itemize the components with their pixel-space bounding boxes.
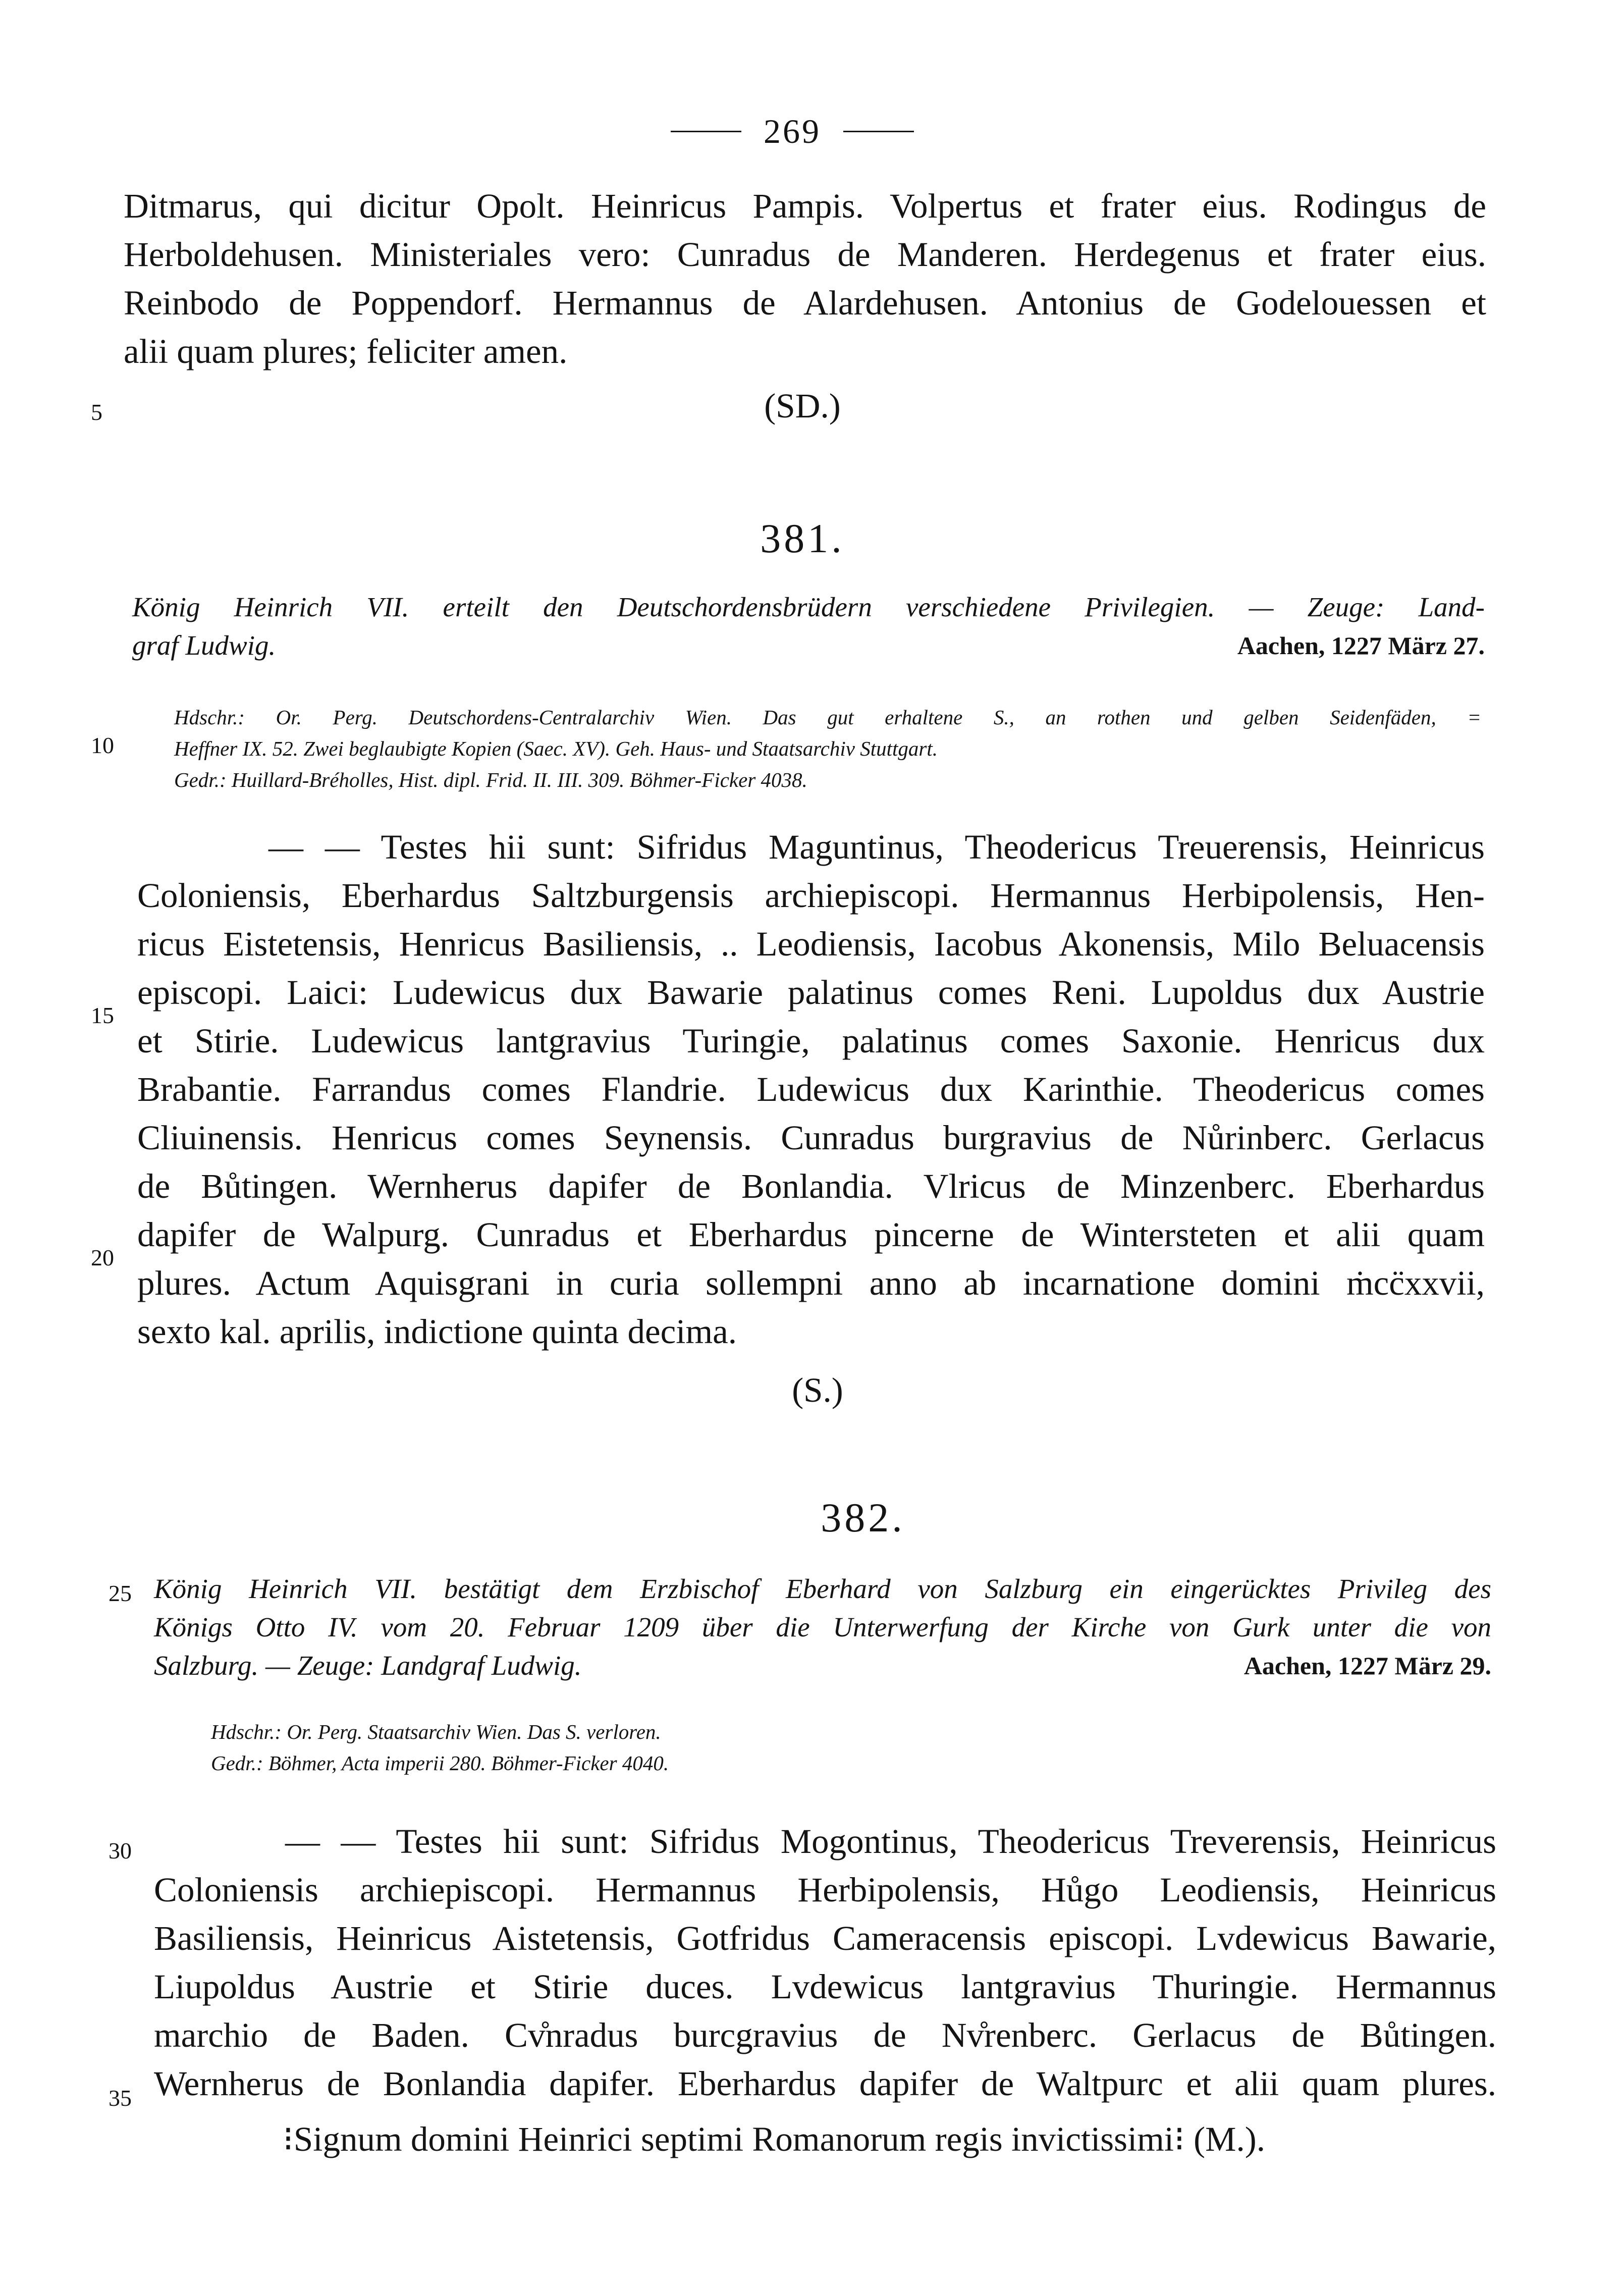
text-line: ricus Eistetensis, Henricus Basiliensis, .. Leodiensis, Iacobus Akonensis, Milo Beluacensis — [137, 925, 1485, 963]
signum-line — [283, 2115, 1443, 2163]
document-text — [137, 823, 1485, 1356]
note-line: Gedr.: Huillard-Bréholles, Hist. dipl. Frid. II. III. 309. Böhmer-Ficker 4038. — [174, 768, 807, 791]
regest-line — [154, 1646, 1491, 1685]
text-line: Reinbodo de Poppendorf. Hermannus de Alardehusen. Antonius de Godelouessen et — [124, 284, 1486, 322]
document-number: 381. — [760, 515, 845, 561]
line-number: 20 — [91, 1245, 114, 1270]
place-date: Aachen, 1227 März 29. — [1243, 1652, 1491, 1680]
text-line: et Stirie. Ludewicus lantgravius Turingie, palatinus comes Saxonie. Henricus dux — [137, 1022, 1485, 1060]
text-line: Coloniensis archiepiscopi. Hermannus Herbipolensis, Hůgo Leodiensis, Heinricus — [154, 1871, 1496, 1909]
note-line: Heffner IX. 52. Zwei beglaubigte Kopien (Saec. XV). Geh. Haus- und Staatsarchiv Stuttgart. — [174, 737, 938, 760]
line-number: 5 — [91, 399, 102, 425]
document-number: 382. — [821, 1495, 905, 1540]
place-date: Aachen, 1227 März 27. — [1237, 631, 1485, 660]
regest — [154, 1570, 1491, 1685]
text-line: de Bůtingen. Wernherus dapifer de Bonlandia. Vlricus de Minzenberc. Eberhardus — [137, 1167, 1485, 1205]
text-line: Coloniensis, Eberhardus Saltzburgensis archiepiscopi. Hermannus Herbipolensis, Hen- — [137, 876, 1485, 915]
text-line: Herboldehusen. Ministeriales vero: Cunradus de Manderen. Herdegenus et frater eius. — [124, 235, 1486, 274]
note-line: Hdschr.: Or. Perg. Staatsarchiv Wien. Das S. verloren. — [211, 1720, 661, 1743]
text-line: Liupoldus Austrie et Stirie duces. Lvdewicus lantgravius Thuringie. Hermannus — [154, 1968, 1496, 2006]
line-number: 10 — [91, 732, 114, 758]
text-line: plures. Actum Aquisgrani in curia sollempni anno ab incarnatione domini ṁcc̈xxvii, — [137, 1264, 1485, 1302]
regest — [132, 588, 1485, 665]
note-line: Hdschr.: Or. Perg. Deutschordens-Centralarchiv Wien. Das gut erhaltene S., an rothen und gelben Seidenfäden, = — [174, 706, 1481, 729]
text-line: — — Testes hii sunt: Sifridus Mogontinus, Theodericus Treverensis, Heinricus — [285, 1822, 1496, 1861]
regest-line: König Heinrich VII. erteilt den Deutschordensbrüdern verschiedene Privilegien. — Zeuge: Land- — [132, 592, 1485, 622]
text-line: — — Testes hii sunt: Sifridus Maguntinus, Theodericus Treuerensis, Heinricus — [268, 828, 1485, 866]
page-number — [631, 106, 954, 156]
regest-text: graf Ludwig. — [132, 630, 276, 661]
text-line: episcopi. Laici: Ludewicus dux Bawarie palatinus comes Reni. Lupoldus dux Austrie — [137, 973, 1485, 1012]
text-line: sexto kal. aprilis, indictione quinta decima. — [137, 1312, 737, 1351]
continuation-text — [124, 182, 1486, 376]
text-line: Brabantie. Farrandus comes Flandrie. Ludewicus dux Karinthie. Theodericus comes — [137, 1070, 1485, 1108]
regest-line — [132, 626, 1485, 665]
folio-number: 269 — [764, 112, 821, 150]
source-notes — [211, 1716, 1372, 1779]
regest-line: Königs Otto IV. vom 20. Februar 1209 über die Unterwerfung der Kirche von Gurk unter die von — [154, 1612, 1491, 1642]
line-number: 15 — [91, 1002, 114, 1028]
text-line: dapifer de Walpurg. Cunradus et Eberhardus pincerne de Wintersteten et alii quam — [137, 1215, 1485, 1254]
text-line: marchio de Baden. Cv̊nradus burcgravius de Nv̊renberc. Gerlacus de Bůtingen. — [154, 2016, 1496, 2054]
regest-text: Salzburg. — Zeuge: Landgraf Ludwig. — [154, 1650, 582, 1681]
folio-dash-left — [671, 131, 741, 132]
text-line: alii quam plures; feliciter amen. — [124, 332, 568, 370]
regest-line: König Heinrich VII. bestätigt dem Erzbischof Eberhard von Salzburg ein eingerücktes Privileg des — [154, 1573, 1491, 1604]
text-line: Basiliensis, Heinricus Aistetensis, Gotfridus Cameracensis episcopi. Lvdewicus Bawarie, — [154, 1919, 1496, 1957]
signum-text: ⁝Signum domini Heinrici septimi Romanorum regis invictissimi⁝ (M.). — [283, 2120, 1265, 2158]
line-number: 30 — [109, 1838, 132, 1864]
line-number: 25 — [109, 1580, 132, 1606]
text-line: Cliuinensis. Henricus comes Seynensis. Cunradus burgravius de Nůrinberc. Gerlacus — [137, 1119, 1485, 1157]
folio-dash-right — [843, 131, 914, 132]
seal-mark: (SD.) — [764, 387, 841, 425]
note-line: Gedr.: Böhmer, Acta imperii 280. Böhmer-Ficker 4040. — [211, 1751, 669, 1775]
line-number: 35 — [109, 2085, 132, 2111]
text-line: Wernherus de Bonlandia dapifer. Eberhardus dapifer de Waltpurc et alii quam plures. — [154, 2064, 1496, 2103]
document-text — [154, 1817, 1496, 2108]
text-line: Ditmarus, qui dicitur Opolt. Heinricus Pampis. Volpertus et frater eius. Rodingus de — [124, 187, 1486, 225]
seal-mark: (S.) — [792, 1371, 843, 1409]
source-notes — [174, 702, 1481, 795]
